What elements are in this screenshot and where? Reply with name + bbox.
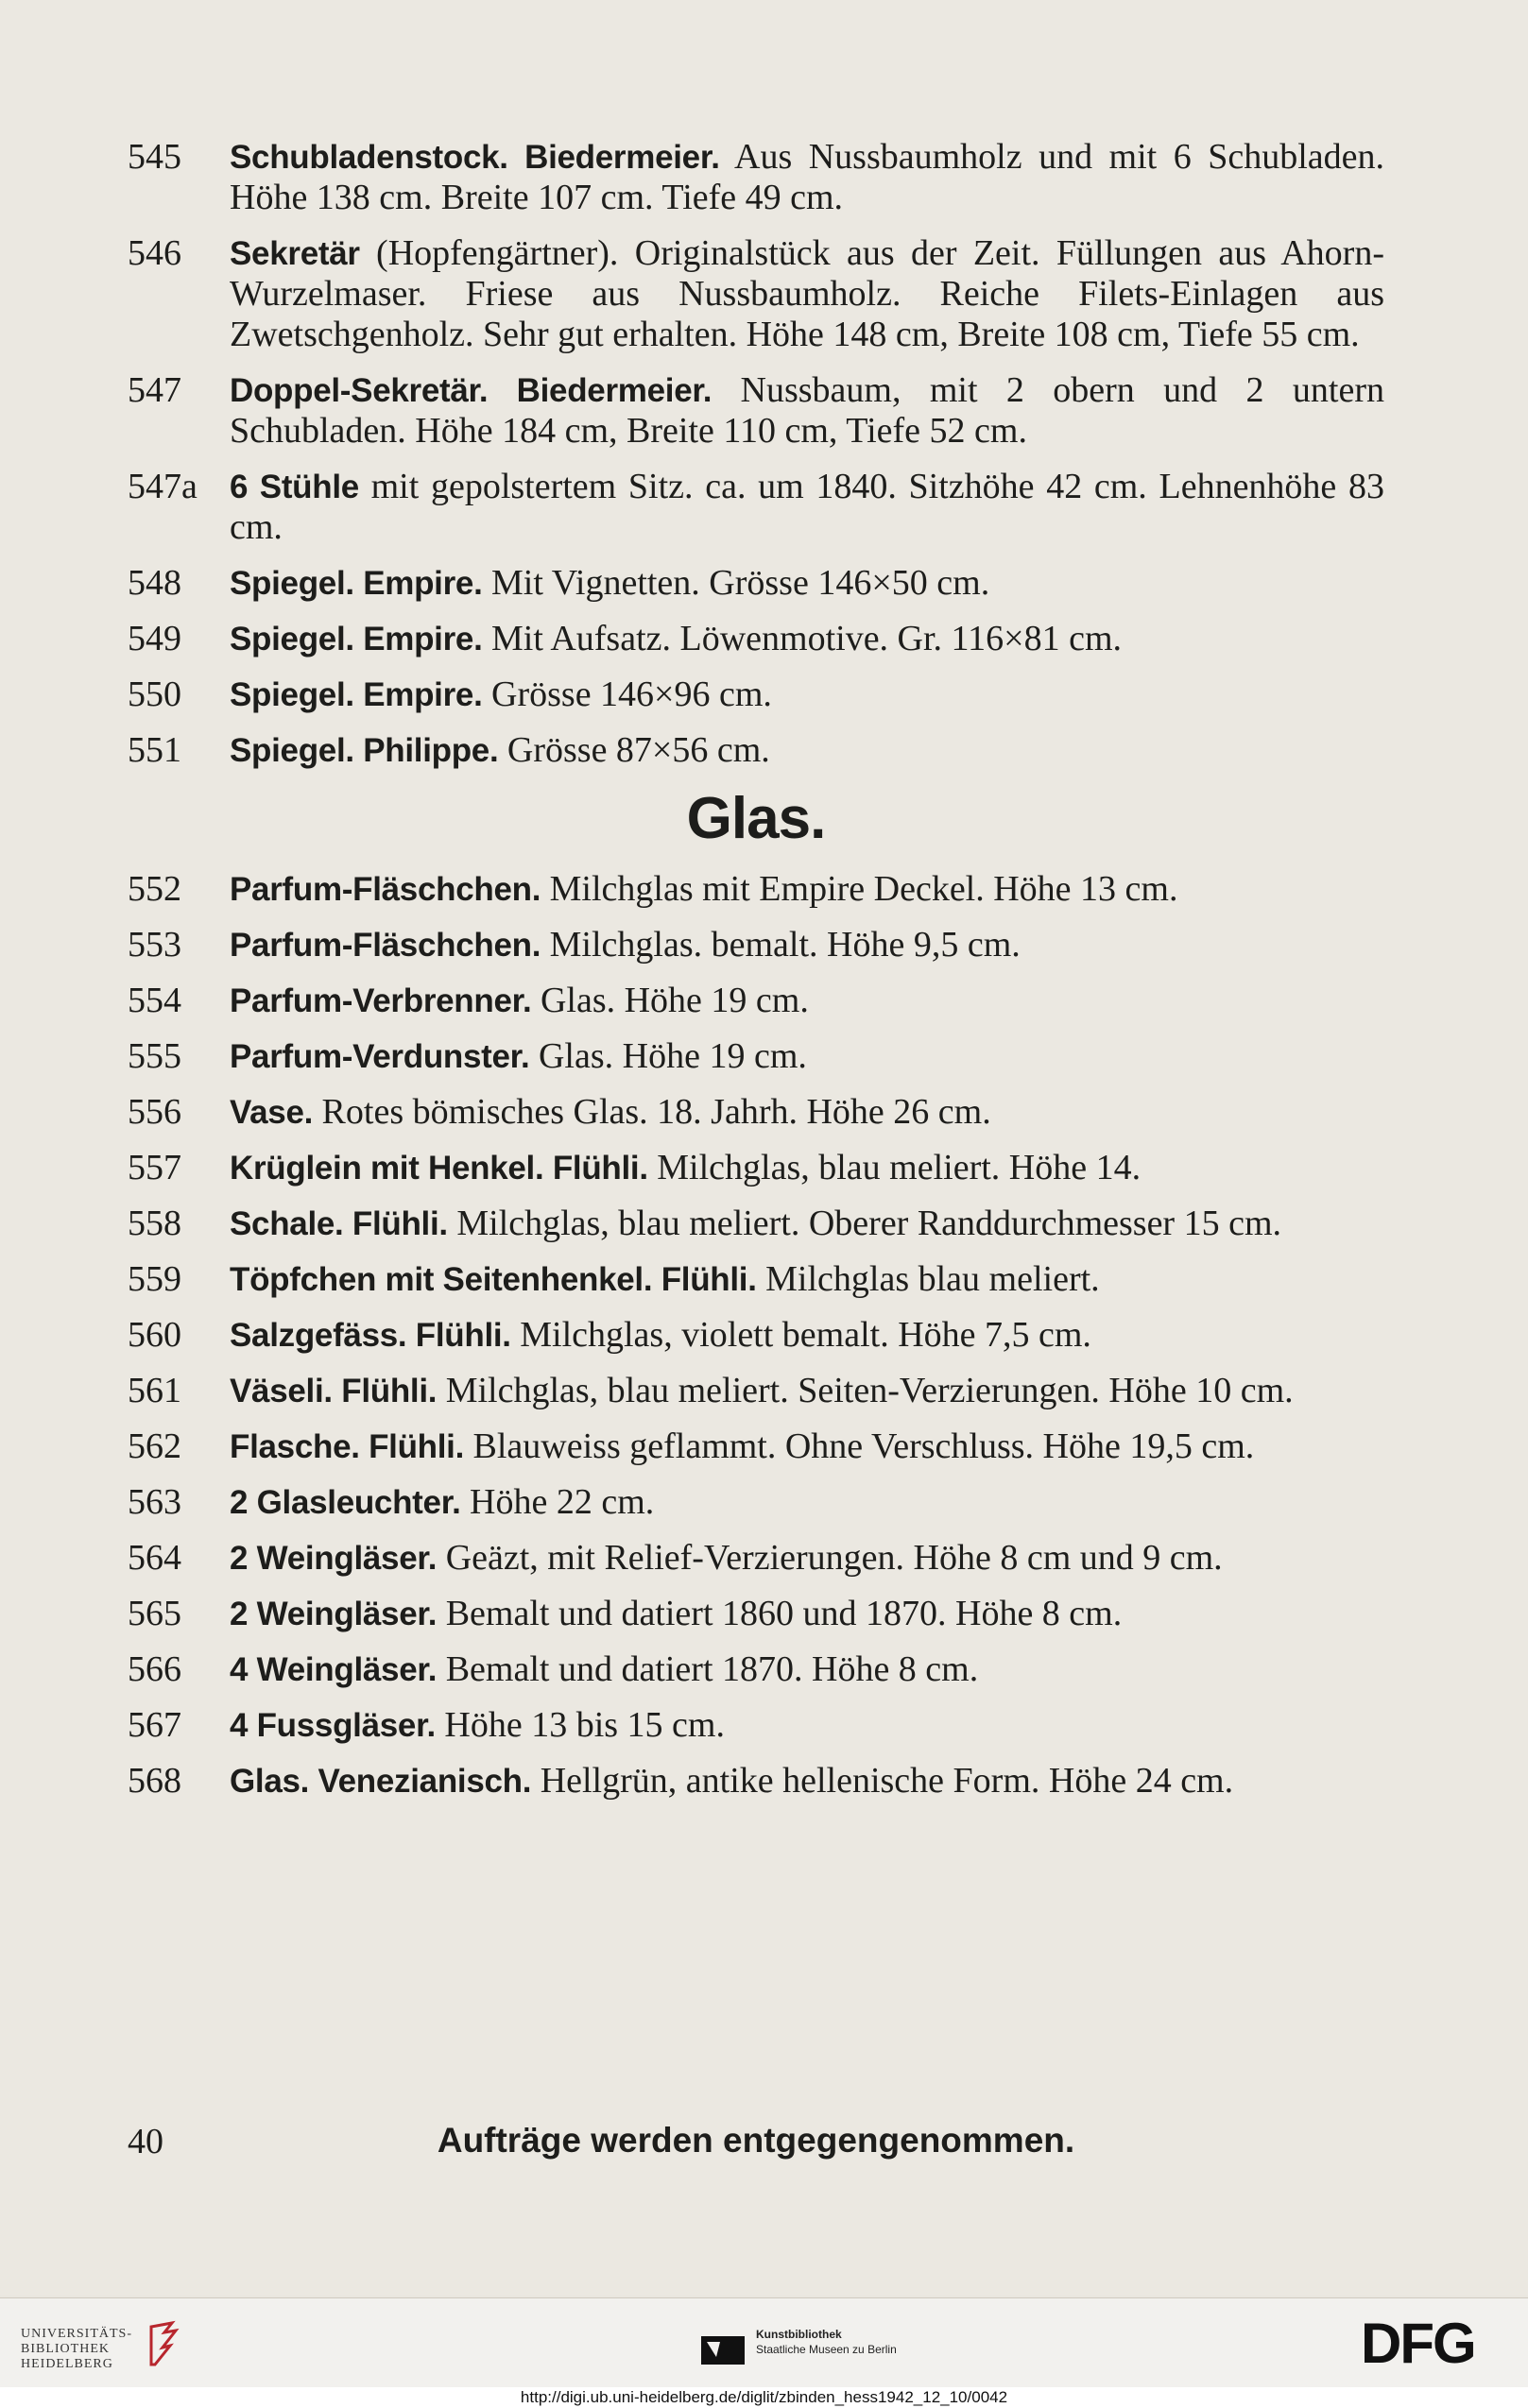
- entry-number: 557: [128, 1148, 181, 1187]
- entry-text: [230, 370, 1384, 452]
- entry-description: Bemalt und datiert 1860 und 1870. Höhe 8 cm.: [437, 1594, 1123, 1633]
- entry-description: Aus Nussbaumholz und mit 6 Schubladen. Höhe 138 cm. Breite 107 cm. Tiefe 49 cm.: [230, 137, 1384, 217]
- entry-description: Glas. Höhe 19 cm.: [529, 1036, 807, 1076]
- entry-description: Milchglas, blau meliert. Seiten-Verzierungen. Höhe 10 cm.: [437, 1371, 1294, 1410]
- entry-description: Grösse 87×56 cm.: [498, 730, 770, 770]
- entry-text: [230, 869, 1384, 910]
- entry-title: Doppel-Sekretär. Biedermeier.: [230, 372, 712, 409]
- logo-line: UNIVERSITÄTS-: [21, 2327, 132, 2341]
- entries-glass: [128, 869, 1384, 1802]
- catalog-entry: [128, 137, 1384, 218]
- kunstbibliothek-logo-text[interactable]: [756, 2327, 897, 2357]
- catalog-entry: [128, 1259, 1384, 1300]
- entry-text: [230, 137, 1384, 218]
- entry-title: Vase.: [230, 1094, 314, 1131]
- entry-title: Schubladenstock. Biedermeier.: [230, 139, 720, 176]
- entry-description: Mit Vignetten. Grösse 146×50 cm.: [482, 563, 990, 603]
- page-footer: [128, 2121, 1384, 2168]
- entries-furniture: [128, 137, 1384, 771]
- entry-number: 556: [128, 1092, 181, 1132]
- catalog-entry: [128, 1705, 1384, 1746]
- page-url[interactable]: http://digi.ub.uni-heidelberg.de/diglit/zbinden_hess1942_12_10/0042: [0, 2387, 1528, 2408]
- entry-number: 553: [128, 925, 181, 965]
- entry-description: Milchglas blau meliert.: [756, 1259, 1100, 1299]
- entry-title: Väseli. Flühli.: [230, 1373, 438, 1409]
- entry-text: [230, 1371, 1384, 1411]
- dfg-logo[interactable]: DFG: [1361, 2312, 1475, 2375]
- entry-number: 568: [128, 1761, 181, 1801]
- logo-line: HEIDELBERG: [21, 2357, 113, 2371]
- catalog-entry: [128, 675, 1384, 715]
- entry-title: Spiegel. Empire.: [230, 676, 483, 713]
- catalog-entry: [128, 1426, 1384, 1467]
- entry-text: [230, 1594, 1384, 1634]
- entry-text: [230, 619, 1384, 659]
- entry-text: [230, 1148, 1384, 1188]
- footer-note: Aufträge werden entgegengenommen.: [437, 2121, 1075, 2160]
- entry-title: Spiegel. Empire.: [230, 565, 483, 602]
- entry-text: [230, 1426, 1384, 1467]
- entry-title: Salzgefäss. Flühli.: [230, 1317, 511, 1354]
- catalog-entry: [128, 981, 1384, 1021]
- entry-number: 545: [128, 137, 181, 177]
- entry-text: [230, 1538, 1384, 1579]
- entry-title: 6 Stühle: [230, 469, 359, 505]
- entry-title: Spiegel. Philippe.: [230, 732, 499, 769]
- catalog-entry: [128, 730, 1384, 771]
- catalog-entry: [128, 1649, 1384, 1690]
- entry-title: Töpfchen mit Seitenhenkel. Flühli.: [230, 1261, 757, 1298]
- kunstbibliothek-logo-icon: [701, 2329, 745, 2372]
- catalog-entry: [128, 1204, 1384, 1244]
- heidelberg-logo-text[interactable]: [21, 2327, 132, 2372]
- entry-title: 2 Weingläser.: [230, 1540, 438, 1577]
- entry-description: Mit Aufsatz. Löwenmotive. Gr. 116×81 cm.: [482, 619, 1123, 658]
- entry-number: 552: [128, 869, 181, 909]
- entry-title: Sekretär: [230, 235, 360, 272]
- entry-text: [230, 563, 1384, 604]
- entry-title: 2 Glasleuchter.: [230, 1484, 461, 1521]
- catalog-entry: [128, 370, 1384, 452]
- catalog-entry: [128, 1036, 1384, 1077]
- logo-subtitle: Staatliche Museen zu Berlin: [756, 2343, 897, 2356]
- bottom-bar: [0, 2297, 1528, 2388]
- entry-description: Milchglas, blau meliert. Oberer Randdurchmesser 15 cm.: [447, 1204, 1282, 1243]
- entry-text: [230, 1036, 1384, 1077]
- entry-description: Milchglas. bemalt. Höhe 9,5 cm.: [541, 925, 1021, 965]
- page-number: 40: [128, 2122, 163, 2161]
- entry-text: [230, 1705, 1384, 1746]
- catalog-entry: [128, 1371, 1384, 1411]
- entry-description: Bemalt und datiert 1870. Höhe 8 cm.: [437, 1649, 979, 1689]
- entry-number: 547: [128, 370, 181, 410]
- entry-description: Höhe 22 cm.: [460, 1482, 655, 1522]
- entry-text: [230, 1761, 1384, 1802]
- entry-description: Rotes bömisches Glas. 18. Jahrh. Höhe 26 cm.: [313, 1092, 991, 1132]
- entry-number: 561: [128, 1371, 181, 1410]
- entry-number: 549: [128, 619, 181, 658]
- entry-number: 547a: [128, 467, 197, 506]
- entry-title: Parfum-Verdunster.: [230, 1038, 530, 1075]
- entry-number: 563: [128, 1482, 181, 1522]
- entry-description: Höhe 13 bis 15 cm.: [435, 1705, 725, 1745]
- entry-number: 564: [128, 1538, 181, 1578]
- entry-number: 566: [128, 1649, 181, 1689]
- catalog-entry: [128, 1092, 1384, 1133]
- catalog-entry: [128, 1315, 1384, 1356]
- entry-title: Glas. Venezianisch.: [230, 1763, 532, 1800]
- catalog-entry: [128, 869, 1384, 910]
- entry-description: mit gepolstertem Sitz. ca. um 1840. Sitzhöhe 42 cm. Lehnenhöhe 83 cm.: [230, 467, 1384, 547]
- entry-description: Milchglas, violett bemalt. Höhe 7,5 cm.: [510, 1315, 1091, 1355]
- catalog-entry: [128, 619, 1384, 659]
- entry-title: Krüglein mit Henkel. Flühli.: [230, 1150, 648, 1187]
- entry-title: Parfum-Fläschchen.: [230, 871, 541, 908]
- entry-text: [230, 1259, 1384, 1300]
- entry-description: (Hopfengärtner). Originalstück aus der Zeit. Füllungen aus Ahorn-Wurzelmaser. Friese aus Nussbaumholz. Reiche Filets-Einlagen aus Zwetschgenholz. Sehr gut erhalten. Höhe 148 cm, Breite 108 cm, Tiefe 55 cm.: [230, 233, 1384, 354]
- entry-number: 548: [128, 563, 181, 603]
- entry-number: 567: [128, 1705, 181, 1745]
- entry-title: Parfum-Verbrenner.: [230, 982, 532, 1019]
- entry-title: Spiegel. Empire.: [230, 621, 483, 658]
- entry-description: Geäzt, mit Relief-Verzierungen. Höhe 8 cm und 9 cm.: [437, 1538, 1223, 1578]
- entry-description: Hellgrün, antike hellenische Form. Höhe 24 cm.: [531, 1761, 1234, 1801]
- entry-text: [230, 981, 1384, 1021]
- logo-line: BIBLIOTHEK: [21, 2342, 110, 2356]
- entry-number: 558: [128, 1204, 181, 1243]
- entry-text: [230, 730, 1384, 771]
- catalog-entry: [128, 1538, 1384, 1579]
- section-heading: Glas.: [686, 786, 826, 851]
- entry-title: Schale. Flühli.: [230, 1205, 448, 1242]
- entry-description: Grösse 146×96 cm.: [482, 675, 772, 714]
- entry-description: Milchglas, blau meliert. Höhe 14.: [647, 1148, 1142, 1187]
- entry-number: 551: [128, 730, 181, 770]
- entry-text: [230, 1204, 1384, 1244]
- catalog-entry: [128, 467, 1384, 548]
- catalog-entry: [128, 1761, 1384, 1802]
- catalog-entries: [128, 137, 1384, 1817]
- entry-description: Nussbaum, mit 2 obern und 2 untern Schubladen. Höhe 184 cm, Breite 110 cm, Tiefe 52 cm.: [230, 370, 1384, 451]
- entry-number: 565: [128, 1594, 181, 1633]
- entry-text: [230, 925, 1384, 965]
- entry-description: Blauweiss geflammt. Ohne Verschluss. Höhe 19,5 cm.: [464, 1426, 1255, 1466]
- entry-number: 546: [128, 233, 181, 273]
- entry-text: [230, 1482, 1384, 1523]
- catalog-entry: [128, 1594, 1384, 1634]
- catalog-entry: [128, 1482, 1384, 1523]
- entry-title: Flasche. Flühli.: [230, 1428, 465, 1465]
- entry-number: 559: [128, 1259, 181, 1299]
- catalog-entry: [128, 233, 1384, 355]
- entry-description: Milchglas mit Empire Deckel. Höhe 13 cm.: [541, 869, 1178, 909]
- entry-title: 2 Weingläser.: [230, 1596, 438, 1632]
- entry-title: Parfum-Fläschchen.: [230, 927, 541, 964]
- entry-text: [230, 233, 1384, 355]
- entry-description: Glas. Höhe 19 cm.: [531, 981, 809, 1020]
- entry-text: [230, 1315, 1384, 1356]
- entry-number: 555: [128, 1036, 181, 1076]
- entry-number: 560: [128, 1315, 181, 1355]
- entry-number: 554: [128, 981, 181, 1020]
- catalog-entry: [128, 925, 1384, 965]
- entry-text: [230, 1649, 1384, 1690]
- heidelberg-logo-icon: [144, 2319, 181, 2368]
- entry-text: [230, 467, 1384, 548]
- entry-title: 4 Fussgläser.: [230, 1707, 436, 1744]
- catalog-entry: [128, 563, 1384, 604]
- entry-text: [230, 675, 1384, 715]
- entry-title: 4 Weingläser.: [230, 1651, 438, 1688]
- entry-number: 562: [128, 1426, 181, 1466]
- logo-title: Kunstbibliothek: [756, 2328, 842, 2341]
- catalog-entry: [128, 1148, 1384, 1188]
- entry-number: 550: [128, 675, 181, 714]
- entry-text: [230, 1092, 1384, 1133]
